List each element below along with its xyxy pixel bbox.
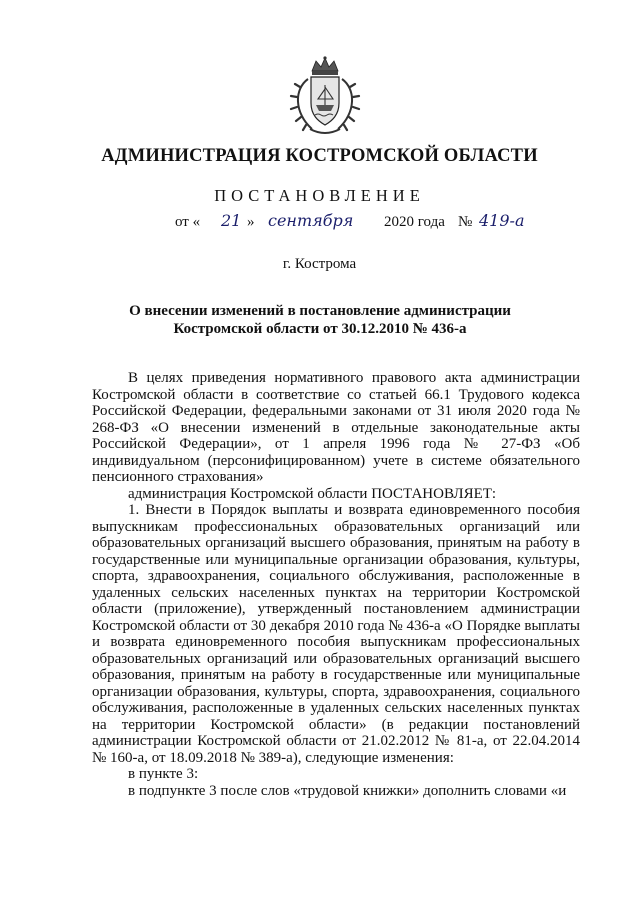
- number-label: №: [458, 214, 473, 230]
- paragraph-point-3: в пункте 3:: [128, 766, 199, 782]
- organization-name: АДМИНИСТРАЦИЯ КОСТРОМСКОЙ ОБЛАСТИ: [101, 146, 538, 166]
- paragraph-resolves: администрация Костромской области ПОСТАНОВЛЯЕТ:: [128, 485, 497, 502]
- paragraph-item-1: 1. Внести в Порядок выплаты и возврата единовременного пособия выпускникам профессиональных образовательных организаций или образовательных организаций высшего образования, принятым на работу в государственные или муниципальные организации образования, культуры, спорта, здравоохранения, социального обслуживания, расположенные в удаленных сельских населенных пунктах на территории Костромской области (приложение), утвержденный постановлением администрации Костромской области от 30 декабря 2010 года № 436-а «О Порядке выплаты и возврата единовременного пособия выпускникам профессиональных образовательных организаций или образовательных организаций высшего образования, принятым на работу в государственные или муниципальные организации образования, культуры, спорта, здравоохранения, социального обслуживания, расположенные в удаленных сельских населенных пунктах на территории Костромской области» (в редакции постановлений администрации Костромской области от 21.02.2012 № 81-а, от 22.04.2014 № 160-а, от 18.09.2018 № 389-а), следующие изменения:: [92, 502, 580, 766]
- paragraph-subpoint-3: в подпункте 3 после слов «трудовой книжки» дополнить словами «и: [128, 782, 567, 799]
- date-prefix: от «: [175, 214, 201, 230]
- title-line-1: О внесении изменений в постановление администрации: [129, 303, 511, 319]
- city-name: г. Кострома: [282, 256, 357, 272]
- document-number-handwritten: 419-а: [479, 211, 525, 230]
- paragraph-preamble: В целях приведения нормативного правового акта администрации Костромской области в соответствие со статьей 66.1 Трудового кодекса Российской Федерации, федеральными законами от 31 июля 2020 года № 268-ФЗ «О внесении изменений в отдельные законодательные акты Российской Федерации», от 1 апреля 1996 года № 27-ФЗ «Об индивидуальном (персонифицированном) учете в системе обязательного пенсионного страхования»: [92, 370, 580, 485]
- document-body: [92, 370, 580, 799]
- date-day-handwritten: 21: [221, 211, 242, 230]
- title-line-2: Костромской области от 30.12.2010 № 436-а: [173, 321, 467, 337]
- date-month-handwritten: сентября: [268, 211, 354, 230]
- coat-of-arms-emblem: [288, 55, 362, 137]
- document-type: ПОСТАНОВЛЕНИЕ: [214, 186, 425, 205]
- document-title: [60, 302, 580, 338]
- date-year: 2020 года: [384, 214, 445, 230]
- date-quote-close: »: [247, 214, 255, 230]
